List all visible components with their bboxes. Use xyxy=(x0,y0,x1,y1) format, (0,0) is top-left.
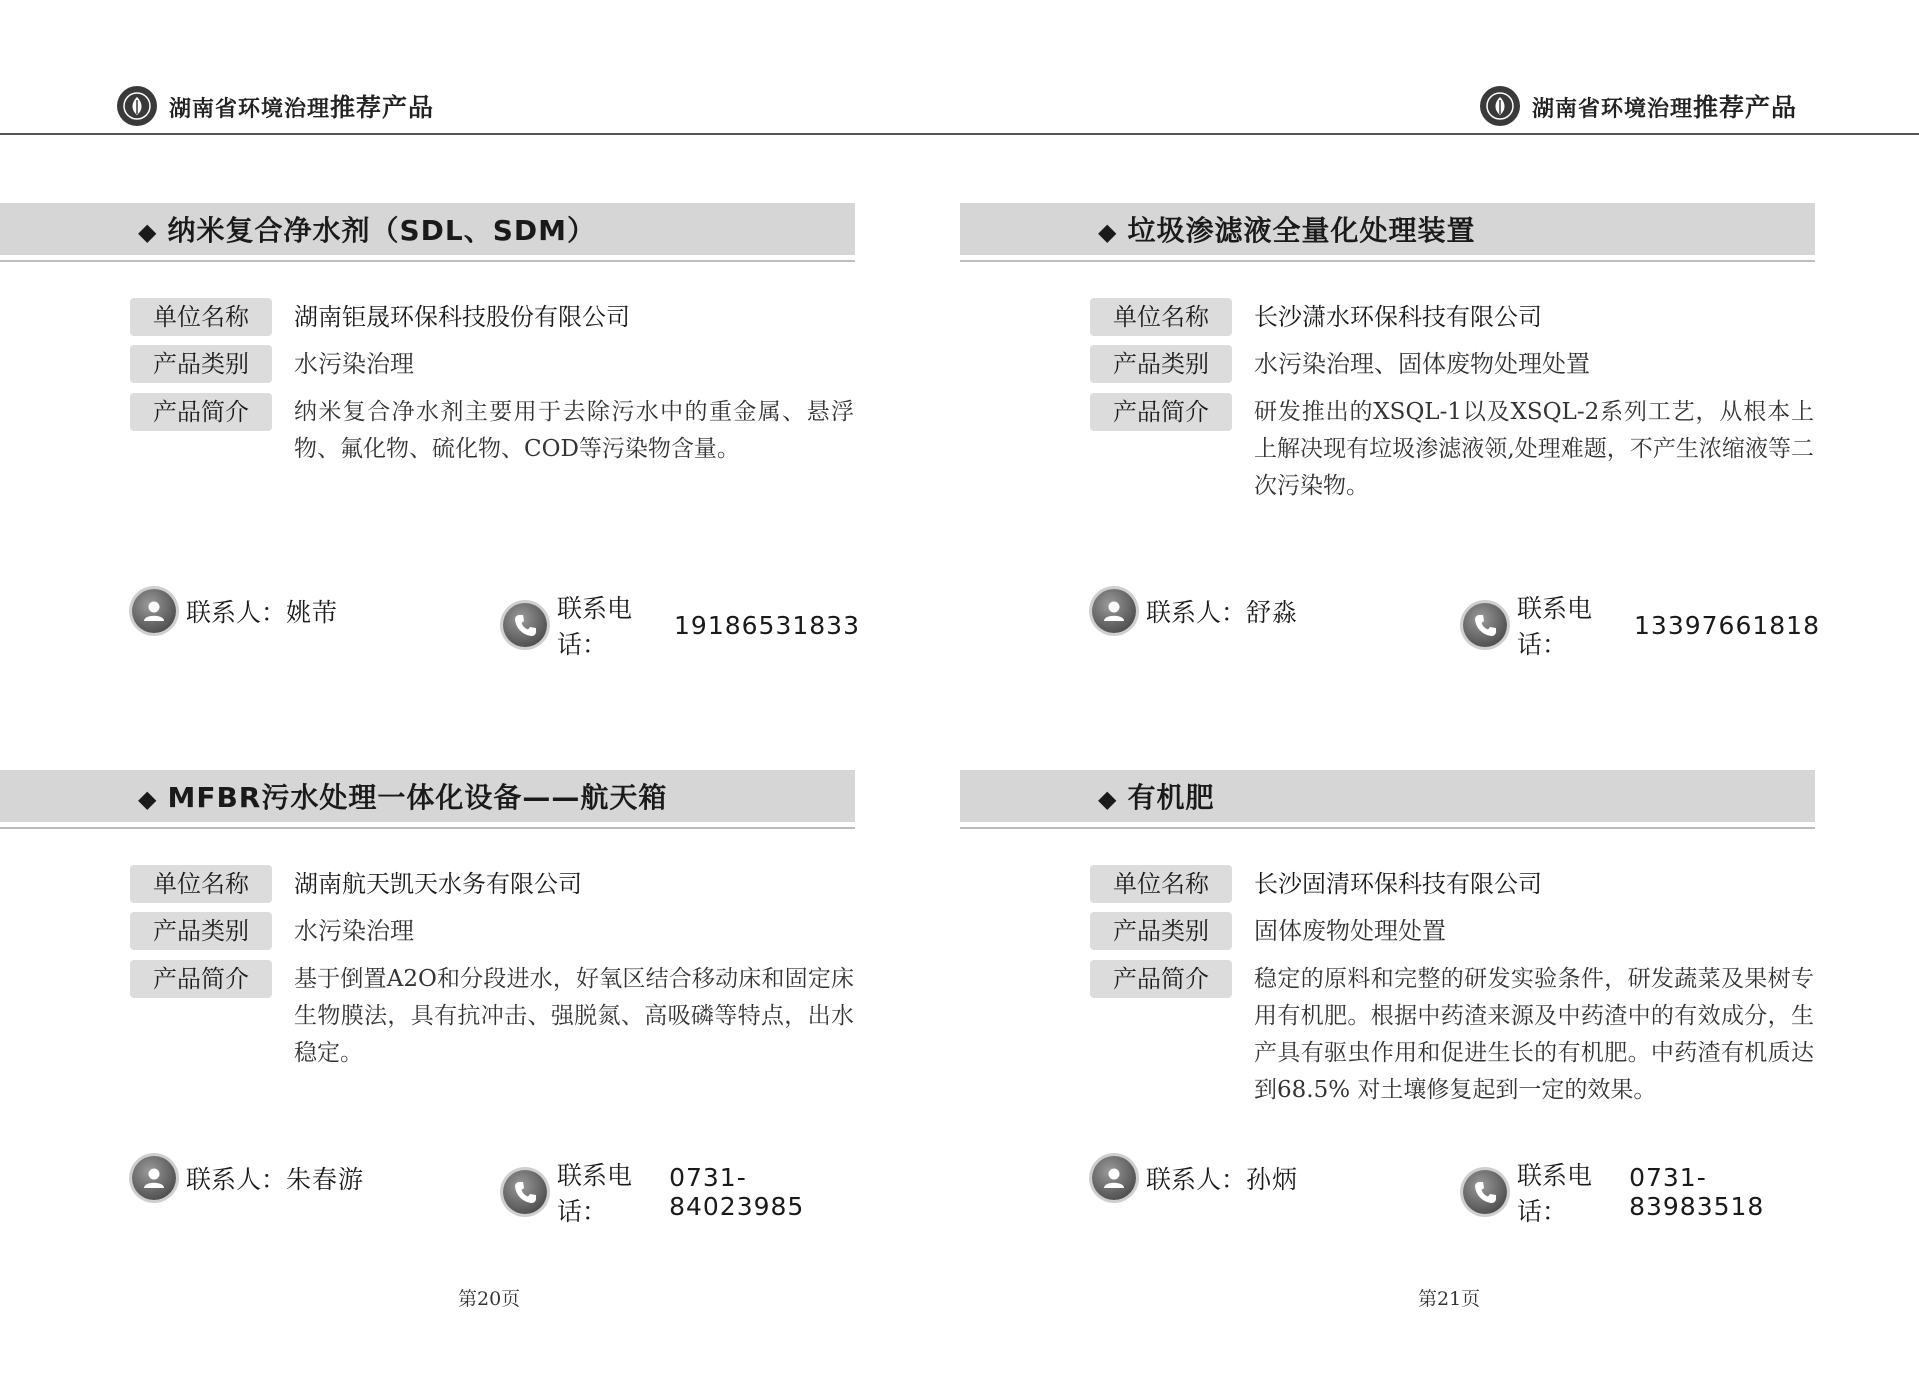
product-title: ◆ 纳米复合净水剂（SDL、SDM） xyxy=(138,214,596,247)
phone-label: 联系电话： xyxy=(1517,594,1593,659)
phone-value: 0731-83983518 xyxy=(1629,1163,1765,1221)
page-number-right: 第21页 xyxy=(1418,1288,1481,1310)
phone-value: 13397661818 xyxy=(1634,610,1820,640)
company-label: 单位名称 xyxy=(130,298,272,336)
company-label: 单位名称 xyxy=(1090,298,1232,336)
company-label: 单位名称 xyxy=(130,865,272,903)
company-value: 湖南航天凯天水务有限公司 xyxy=(294,870,582,898)
page-number-left: 第20页 xyxy=(458,1288,521,1310)
company-row xyxy=(1090,298,1542,336)
person-icon xyxy=(1092,589,1136,633)
product-card xyxy=(0,203,860,763)
intro-label: 产品简介 xyxy=(130,393,272,431)
contact-phone xyxy=(503,1156,860,1228)
contact-person xyxy=(132,1156,364,1200)
intro-row xyxy=(1090,393,1814,505)
contact-label: 联系人： xyxy=(186,1165,287,1194)
phone-value: 19186531833 xyxy=(674,610,860,640)
intro-text: 稳定的原料和完整的研发实验条件，研发蔬菜及果树专用有机肥。根据中药渣来源及中药渣中的有效成分，生产具有驱虫作用和促进生长的有机肥。中药渣有机质达到68.5% 对土壤修复起到一定的效果。 xyxy=(1254,966,1814,1103)
title-underline xyxy=(960,260,1815,262)
phone-icon xyxy=(1463,1170,1507,1214)
contact-person xyxy=(1092,1156,1298,1200)
intro-row xyxy=(130,393,854,468)
category-value: 水污染治理 xyxy=(294,917,414,945)
person-icon xyxy=(132,1156,176,1200)
product-title-bar xyxy=(960,203,1815,255)
leaf-emblem-icon xyxy=(117,86,157,126)
product-card xyxy=(960,203,1820,763)
right-page-header xyxy=(1480,86,1797,126)
phone-label: 联系电话： xyxy=(1517,1161,1593,1226)
contact-label: 联系人： xyxy=(1146,598,1247,627)
header-title: 湖南省环境治理推荐产品 xyxy=(1532,93,1798,122)
company-value: 长沙潇水环保科技有限公司 xyxy=(1254,303,1542,331)
category-value: 水污染治理、固体废物处理处置 xyxy=(1254,350,1590,378)
contact-phone xyxy=(1463,589,1820,661)
intro-label: 产品简介 xyxy=(1090,393,1232,431)
title-underline xyxy=(0,827,855,829)
header-title: 湖南省环境治理推荐产品 xyxy=(169,93,435,122)
product-title-bar xyxy=(0,770,855,822)
person-icon xyxy=(132,589,176,633)
contact-person xyxy=(1092,589,1298,633)
intro-text: 研发推出的XSQL-1以及XSQL-2系列工艺，从根本上上解决现有垃圾渗滤液领,处理难题，不产生浓缩液等二次污染物。 xyxy=(1254,399,1814,499)
intro-label: 产品简介 xyxy=(130,960,272,998)
company-row xyxy=(1090,865,1542,903)
phone-label: 联系电话： xyxy=(557,594,633,659)
contact-value: 孙炳 xyxy=(1246,1165,1299,1194)
product-title: ◆ 垃圾渗滤液全量化处理装置 xyxy=(1098,214,1476,247)
diamond-bullet-icon: ◆ xyxy=(138,218,158,246)
company-value: 长沙固清环保科技有限公司 xyxy=(1254,870,1542,898)
phone-icon xyxy=(503,603,547,647)
contact-label: 联系人： xyxy=(1146,1165,1247,1194)
diamond-bullet-icon: ◆ xyxy=(1098,785,1118,813)
product-title: ◆ MFBR污水处理一体化设备——航天箱 xyxy=(138,781,668,814)
category-row xyxy=(130,912,414,950)
phone-icon xyxy=(503,1170,547,1214)
phone-icon xyxy=(1463,603,1507,647)
person-icon xyxy=(1092,1156,1136,1200)
contact-value: 朱春游 xyxy=(286,1165,365,1194)
category-row xyxy=(130,345,414,383)
header-divider xyxy=(0,133,1919,135)
company-label: 单位名称 xyxy=(1090,865,1232,903)
category-label: 产品类别 xyxy=(130,912,272,950)
product-card xyxy=(960,770,1820,1330)
contact-phone xyxy=(1463,1156,1820,1228)
intro-label: 产品简介 xyxy=(1090,960,1232,998)
product-title-bar xyxy=(0,203,855,255)
diamond-bullet-icon: ◆ xyxy=(1098,218,1118,246)
contact-label: 联系人： xyxy=(186,598,287,627)
category-label: 产品类别 xyxy=(1090,912,1232,950)
contact-value: 舒淼 xyxy=(1246,598,1299,627)
contact-value: 姚芾 xyxy=(286,598,339,627)
intro-row xyxy=(1090,960,1814,1109)
company-row xyxy=(130,298,630,336)
company-value: 湖南钜晟环保科技股份有限公司 xyxy=(294,303,630,331)
intro-text: 基于倒置A2O和分段进水，好氧区结合移动床和固定床生物膜法，具有抗冲击、强脱氮、高吸磷等特点，出水稳定。 xyxy=(294,966,854,1066)
phone-label: 联系电话： xyxy=(557,1161,633,1226)
category-label: 产品类别 xyxy=(1090,345,1232,383)
company-row xyxy=(130,865,582,903)
title-underline xyxy=(960,827,1815,829)
contact-phone xyxy=(503,589,860,661)
product-title: ◆ 有机肥 xyxy=(1098,781,1215,814)
category-row xyxy=(1090,912,1446,950)
left-page-header xyxy=(117,86,434,126)
leaf-emblem-icon xyxy=(1480,86,1520,126)
category-value: 水污染治理 xyxy=(294,350,414,378)
category-label: 产品类别 xyxy=(130,345,272,383)
intro-text: 纳米复合净水剂主要用于去除污水中的重金属、悬浮物、氟化物、硫化物、COD等污染物含量。 xyxy=(294,399,854,462)
category-row xyxy=(1090,345,1590,383)
contact-person xyxy=(132,589,338,633)
phone-value: 0731-84023985 xyxy=(669,1163,805,1221)
diamond-bullet-icon: ◆ xyxy=(138,785,158,813)
category-value: 固体废物处理处置 xyxy=(1254,917,1446,945)
product-title-bar xyxy=(960,770,1815,822)
title-underline xyxy=(0,260,855,262)
product-card xyxy=(0,770,860,1330)
intro-row xyxy=(130,960,854,1072)
